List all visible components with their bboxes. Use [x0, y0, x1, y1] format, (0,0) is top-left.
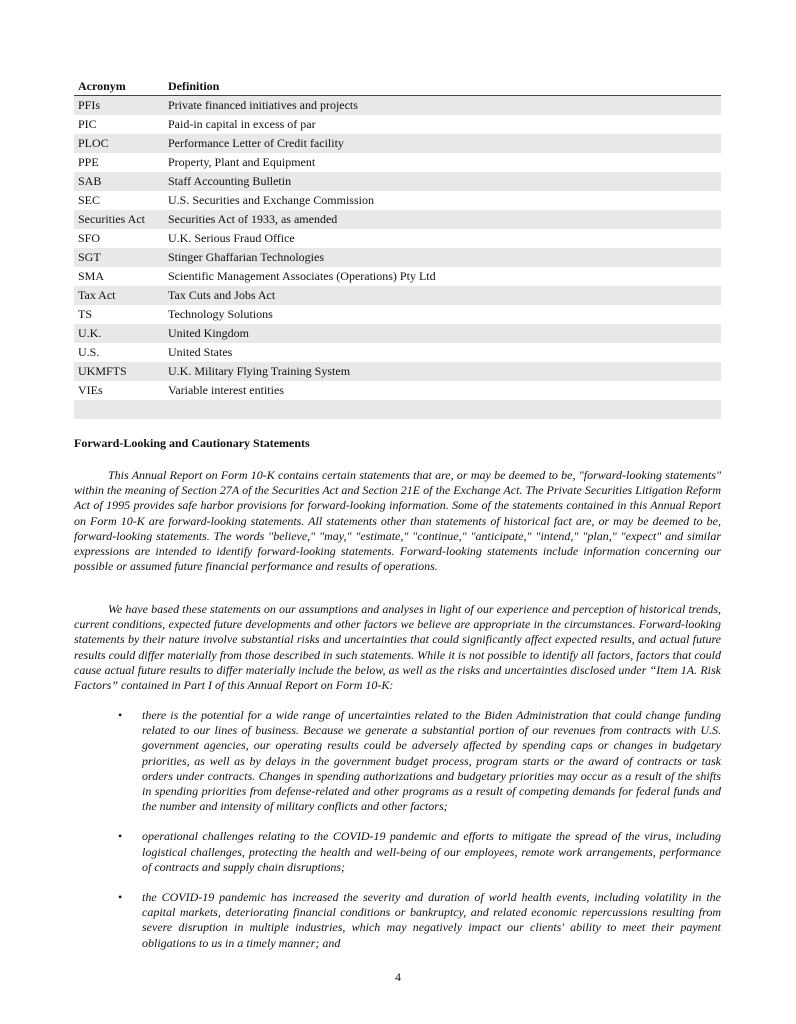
table-row	[74, 96, 721, 116]
definition-cell: Securities Act of 1933, as amended	[164, 210, 721, 229]
bullet-icon: •	[118, 890, 123, 905]
table-row	[74, 115, 721, 134]
risk-factor-list	[74, 708, 721, 966]
definition-cell: Staff Accounting Bulletin	[164, 172, 721, 191]
acronym-cell: VIEs	[78, 383, 103, 397]
list-item-text: the COVID-19 pandemic has increased the severity and duration of world health events, including volatility in the capital markets, deteriorating financial conditions or bankruptcy, and related economic repercussions resulting from severe disruption in multiple industries, which may negatively impact our clients' ability to meet their payment obligations to us in a timely manner; and	[142, 890, 721, 950]
definition-cell: United States	[168, 345, 233, 359]
page-number: 4	[395, 970, 401, 984]
definition-cell: Technology Solutions	[168, 307, 273, 321]
acronym-cell: TS	[78, 307, 93, 321]
acronym-column-header: Acronym	[74, 79, 164, 96]
table-row	[74, 248, 721, 267]
paragraph-text: This Annual Report on Form 10-K contains certain statements that are, or may be deemed to be, "forward-looking statements" within the meaning of Section 27A of the Securities Act and Section 21E of the Exchange Act. The Private Securities Litigation Reform Act of 1995 provides safe harbor provisions for forward-looking information. Some of the statements contained in this Annual Report on Form 10-K are forward-looking statements. All statements other than statements of historical fact are, or may be deemed to be, forward-looking statements. The words "believe," "may," "estimate," "continue," "anticipate," "intend," "plan," "expect" and similar expressions are intended to identify forward-looking statements. Forward-looking statements include information concerning our possible or assumed future financial performance and results of operations.	[74, 468, 721, 574]
paragraph-forward-looking	[74, 468, 721, 574]
definition-cell: Scientific Management Associates (Operations) Pty Ltd	[168, 269, 436, 283]
definition-cell: U.K. Military Flying Training System	[164, 362, 721, 381]
definition-cell: U.S. Securities and Exchange Commission	[168, 193, 374, 207]
table-row	[74, 267, 721, 286]
acronym-cell: Tax Act	[74, 286, 164, 305]
list-item	[74, 829, 721, 875]
paragraph-text: We have based these statements on our assumptions and analyses in light of our experience and perception of historical trends, current conditions, expected future developments and other factors we believe are appropriate in the circumstances. Forward-looking statements by their nature involve substantial risks and uncertainties that could significantly affect expected results, and actual future results could differ materially from those described in such statements. While it is not possible to identify all factors, factors that could cause actual future results to differ materially include the below, as well as the risks and uncertainties disclosed under “Item 1A. Risk Factors” contained in Part I of this Annual Report on Form 10-K:	[74, 602, 721, 693]
definition-cell: Property, Plant and Equipment	[168, 155, 316, 169]
table-row	[74, 191, 721, 210]
section-heading: Forward-Looking and Cautionary Statements	[74, 436, 310, 450]
definition-cell: United Kingdom	[164, 324, 721, 343]
definition-cell: Performance Letter of Credit facility	[164, 134, 721, 153]
acronym-cell: PPE	[78, 155, 99, 169]
table-row-blank	[74, 400, 721, 419]
table-row	[74, 210, 721, 229]
definition-cell: Variable interest entities	[168, 383, 284, 397]
definition-cell: Tax Cuts and Jobs Act	[164, 286, 721, 305]
list-item	[74, 708, 721, 814]
table-row	[74, 134, 721, 153]
acronym-table-header	[74, 79, 721, 96]
table-row	[74, 286, 721, 305]
list-item-text: operational challenges relating to the COVID-19 pandemic and efforts to mitigate the spread of the virus, including logistical challenges, protecting the health and well-being of our employees, remote work arrangements, performance of contracts and supply chain disruptions;	[142, 829, 721, 874]
table-row	[74, 343, 721, 362]
table-row	[74, 172, 721, 191]
acronym-cell: SMA	[78, 269, 105, 283]
list-item-text: there is the potential for a wide range of uncertainties related to the Biden Administration that could change funding related to our lines of business. Because we generate a substantial portion of our revenues from contracts with U.S. government agencies, our operating results could be adversely affected by spending caps or changes in budgetary priorities, as well as by delays in the government budget process, program starts or the award of contracts or task orders under contracts. Changes in spending authorizations and budgetary priorities may occur as a result of the shifts in spending priorities from defense-related and other programs as a result of competing demands for federal funds and the number and intensity of military conflicts and other factors;	[142, 708, 721, 814]
acronym-cell: U.K.	[74, 324, 164, 343]
definition-cell: Paid-in capital in excess of par	[168, 117, 316, 131]
table-row	[74, 229, 721, 248]
table-row	[74, 153, 721, 172]
acronym-cell: Securities Act	[74, 210, 164, 229]
acronym-cell: UKMFTS	[74, 362, 164, 381]
acronym-cell: SAB	[74, 172, 164, 191]
acronym-cell: SGT	[74, 248, 164, 267]
table-row	[74, 324, 721, 343]
bullet-icon: •	[118, 829, 123, 844]
acronym-cell: U.S.	[78, 345, 100, 359]
acronym-cell: PIC	[78, 117, 97, 131]
table-row	[74, 381, 721, 400]
acronym-cell: PLOC	[74, 134, 164, 153]
acronym-table	[74, 79, 721, 419]
definition-column-header: Definition	[164, 79, 721, 96]
acronym-cell: SEC	[78, 193, 101, 207]
table-row	[74, 362, 721, 381]
table-row	[74, 305, 721, 324]
list-item	[74, 890, 721, 951]
definition-cell: U.K. Serious Fraud Office	[168, 231, 295, 245]
acronym-cell: PFIs	[74, 96, 164, 116]
bullet-icon: •	[118, 708, 123, 722]
definition-cell: Private financed initiatives and projects	[164, 96, 721, 116]
definition-cell: Stinger Ghaffarian Technologies	[164, 248, 721, 267]
acronym-cell: SFO	[78, 231, 101, 245]
paragraph-assumptions	[74, 602, 721, 693]
